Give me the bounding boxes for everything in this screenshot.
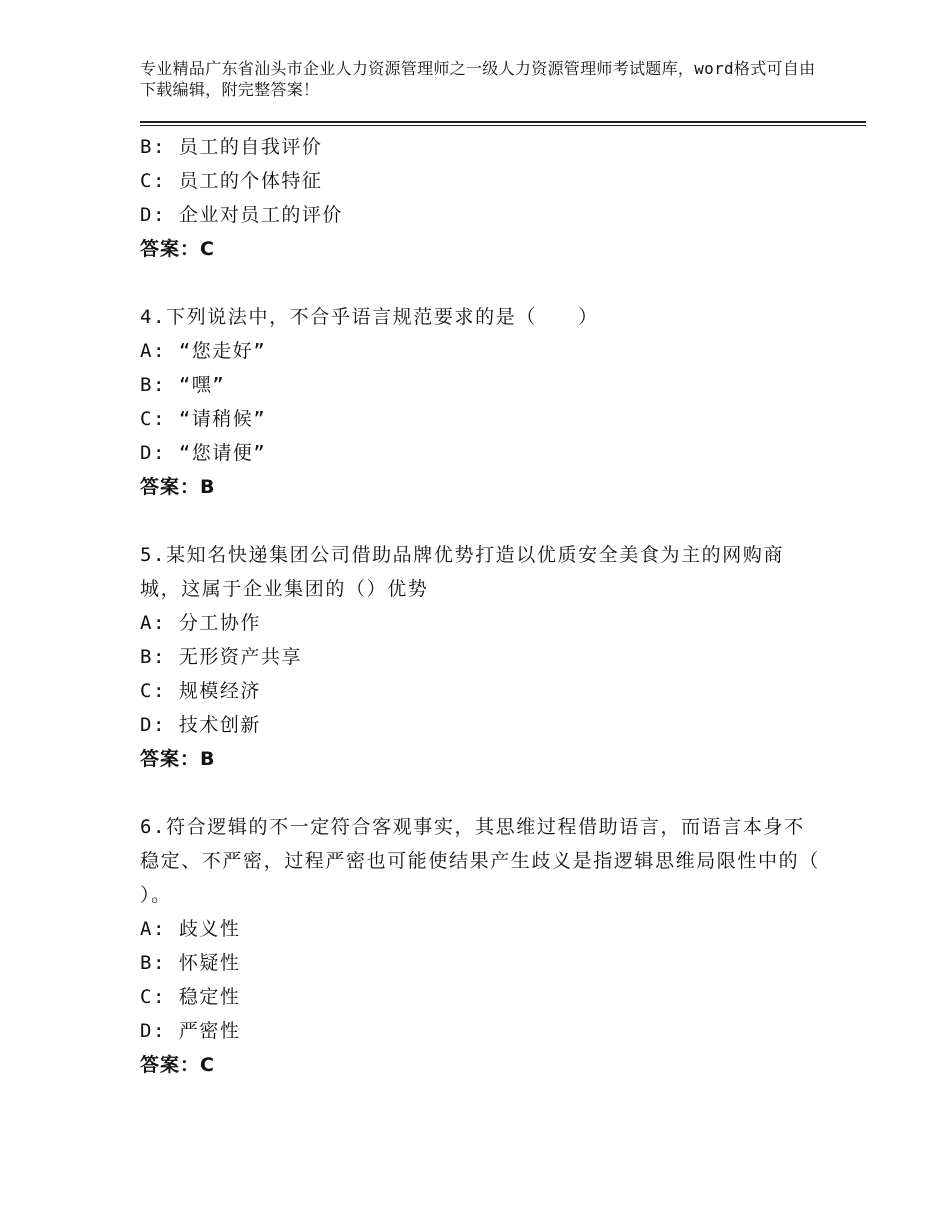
option-d: D: 严密性 — [140, 1020, 241, 1042]
answer-line: 答案：C — [140, 238, 215, 260]
option-b: B: 员工的自我评价 — [140, 136, 323, 158]
question-stem: 6.符合逻辑的不一定符合客观事实，其思维过程借助语言，而语言本身不稳定、不严密，过程严密也可能使结果产生歧义是指逻辑思维局限性中的（ ）。 — [140, 816, 820, 906]
option-d: D: 技术创新 — [140, 714, 261, 736]
question-6 — [140, 810, 820, 1082]
answer-line: 答案：B — [140, 748, 216, 770]
header-divider-thin — [140, 125, 866, 126]
document-body — [140, 130, 820, 1082]
option-c: C: “请稍候” — [140, 408, 267, 430]
answer-line: 答案：C — [140, 1054, 215, 1076]
question-stem: 4.下列说法中，不合乎语言规范要求的是（ ） — [140, 306, 599, 328]
option-b: B: 怀疑性 — [140, 952, 241, 974]
question-4 — [140, 300, 820, 504]
option-d: D: “您请便” — [140, 442, 267, 464]
question-5 — [140, 538, 820, 776]
question-stem: 5.某知名快递集团公司借助品牌优势打造以优质安全美食为主的网购商城，这属于企业集团的（）优势 — [140, 544, 785, 600]
option-a: A: 歧义性 — [140, 918, 241, 940]
partial-question-3 — [140, 130, 820, 266]
option-a: A: 分工协作 — [140, 612, 261, 634]
option-b: B: 无形资产共享 — [140, 646, 302, 668]
answer-line: 答案：B — [140, 476, 216, 498]
option-b: B: “嘿” — [140, 374, 226, 396]
header-divider-thick — [140, 121, 866, 123]
option-c: C: 规模经济 — [140, 680, 261, 702]
option-c: C: 稳定性 — [140, 986, 241, 1008]
option-d: D: 企业对员工的评价 — [140, 204, 343, 226]
option-a: A: “您走好” — [140, 340, 267, 362]
document-header: 专业精品广东省汕头市企业人力资源管理师之一级人力资源管理师考试题库，word格式可自由下载编辑，附完整答案！ — [140, 59, 816, 99]
option-c: C: 员工的个体特征 — [140, 170, 323, 192]
